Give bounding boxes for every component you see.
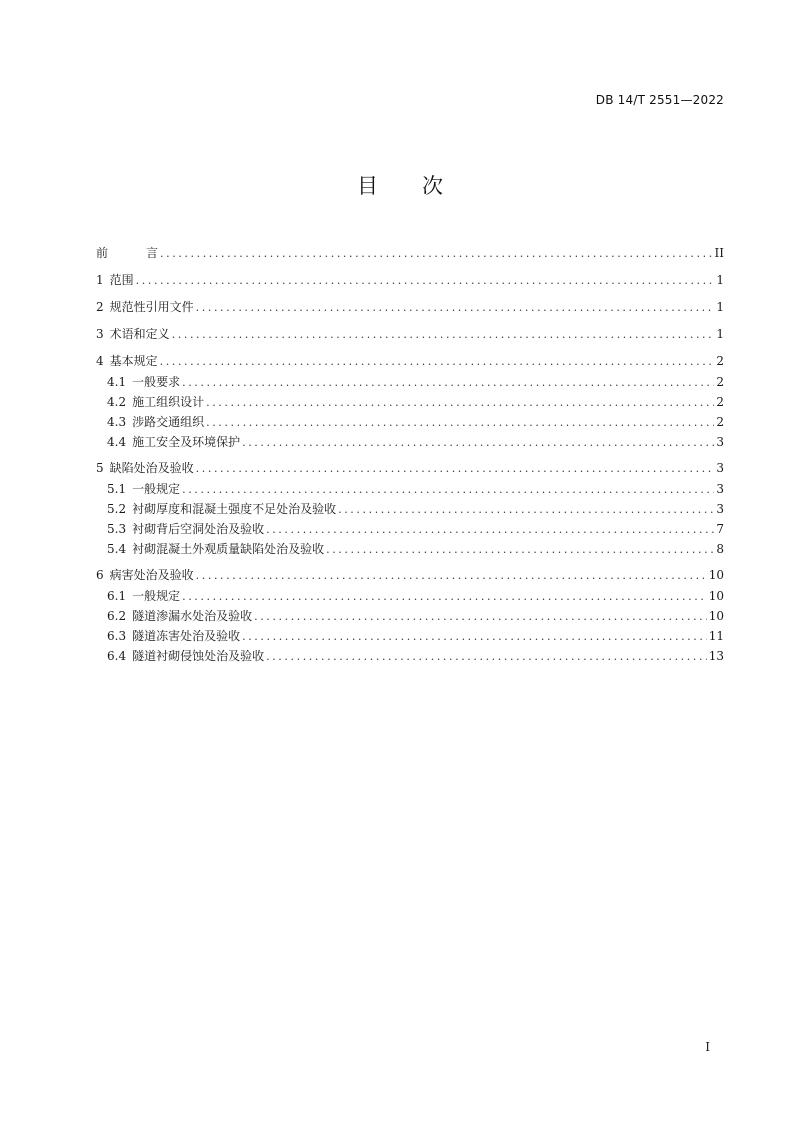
toc-page-number: 3: [716, 461, 724, 475]
toc-page-number: 13: [708, 649, 724, 663]
toc-entry-foreword[interactable]: [96, 243, 724, 264]
toc-entry-label: 5.2 衬砌厚度和混凝土强度不足处治及验收: [107, 502, 337, 516]
toc-entry-1[interactable]: [96, 270, 724, 291]
toc-entry-6-3[interactable]: [96, 626, 724, 646]
toc-dot-leader: [206, 413, 714, 432]
toc-page-number: 3: [716, 435, 724, 449]
page-title: [0, 170, 800, 200]
toc-page-number: 1: [716, 327, 724, 341]
toc-dot-leader: [182, 587, 707, 606]
toc-page-number: 3: [716, 482, 724, 496]
toc-entry-5-1[interactable]: [96, 479, 724, 499]
toc-page-number: 2: [716, 415, 724, 429]
page-title-char-2: 次: [422, 174, 443, 198]
toc-entry-5-2[interactable]: [96, 499, 724, 519]
toc-page-number: 2: [716, 395, 724, 409]
toc-dot-leader: [326, 540, 714, 559]
toc-entry-4-1[interactable]: [96, 372, 724, 392]
toc-page-number: 3: [716, 502, 724, 516]
toc-entry-label: 4.2 施工组织设计: [107, 395, 205, 409]
toc-page-number: II: [714, 246, 724, 260]
toc-page-number: 8: [716, 542, 724, 556]
toc-entry-label: 4.3 涉路交通组织: [107, 415, 205, 429]
toc-entry-5-3[interactable]: [96, 519, 724, 539]
toc-entry-label: 1 范围: [96, 273, 134, 287]
toc-page-number: 1: [716, 300, 724, 314]
toc-entry-label: 5 缺陷处治及验收: [96, 461, 194, 475]
toc-dot-leader: [160, 244, 712, 264]
toc-entry-4[interactable]: [96, 351, 724, 372]
toc-entry-label: 6.3 隧道冻害处治及验收: [107, 629, 241, 643]
toc-entry-2[interactable]: [96, 297, 724, 318]
toc-entry-6-1[interactable]: [96, 586, 724, 606]
toc-dot-leader: [266, 647, 707, 666]
toc-entry-label: 2 规范性引用文件: [96, 300, 194, 314]
toc-page-number: 10: [708, 589, 724, 603]
toc-dot-leader: [196, 459, 714, 479]
toc-entry-label: 前 言: [96, 246, 159, 260]
toc-entry-4-4[interactable]: [96, 432, 724, 452]
toc-entry-label: 3 术语和定义: [96, 327, 170, 341]
toc-dot-leader: [242, 433, 714, 452]
toc-dot-leader: [266, 520, 714, 539]
toc-dot-leader: [136, 271, 714, 291]
toc-dot-leader: [254, 607, 707, 626]
page-title-char-1: 目: [357, 174, 378, 198]
toc-dot-leader: [182, 480, 714, 499]
toc-page-number: 11: [708, 629, 724, 643]
toc-page-number: 10: [708, 568, 724, 582]
toc-entry-5[interactable]: [96, 458, 724, 479]
toc-page-number: 2: [716, 354, 724, 368]
toc-dot-leader: [242, 627, 707, 646]
toc-entry-label: 4.1 一般要求: [107, 375, 181, 389]
toc-page-number: 1: [716, 273, 724, 287]
toc-entry-label: 5.1 一般规定: [107, 482, 181, 496]
toc-dot-leader: [196, 298, 714, 318]
toc-entry-label: 6.2 隧道渗漏水处治及验收: [107, 609, 253, 623]
toc-dot-leader: [206, 393, 714, 412]
toc-entry-4-3[interactable]: [96, 412, 724, 432]
toc-entry-label: 5.3 衬砌背后空洞处治及验收: [107, 522, 265, 536]
footer-page-number: I: [705, 1040, 710, 1054]
toc-entry-label: 6.4 隧道衬砌侵蚀处治及验收: [107, 649, 265, 663]
toc-entry-6-4[interactable]: [96, 646, 724, 666]
toc-entry-6[interactable]: [96, 565, 724, 586]
table-of-contents: [96, 243, 724, 666]
toc-dot-leader: [160, 352, 714, 372]
toc-entry-6-2[interactable]: [96, 606, 724, 626]
toc-entry-4-2[interactable]: [96, 392, 724, 412]
toc-page-number: 7: [716, 522, 724, 536]
toc-entry-5-4[interactable]: [96, 539, 724, 559]
toc-dot-leader: [196, 566, 707, 586]
toc-entry-3[interactable]: [96, 324, 724, 345]
toc-dot-leader: [338, 500, 714, 519]
toc-entry-label: 5.4 衬砌混凝土外观质量缺陷处治及验收: [107, 542, 325, 556]
toc-page-number: 2: [716, 375, 724, 389]
toc-entry-label: 6.1 一般规定: [107, 589, 181, 603]
toc-entry-label: 6 病害处治及验收: [96, 568, 194, 582]
toc-dot-leader: [182, 373, 714, 392]
toc-page-number: 10: [708, 609, 724, 623]
toc-dot-leader: [172, 325, 714, 345]
standard-code: DB 14/T 2551—2022: [595, 93, 724, 107]
toc-entry-label: 4.4 施工安全及环境保护: [107, 435, 241, 449]
toc-entry-label: 4 基本规定: [96, 354, 158, 368]
